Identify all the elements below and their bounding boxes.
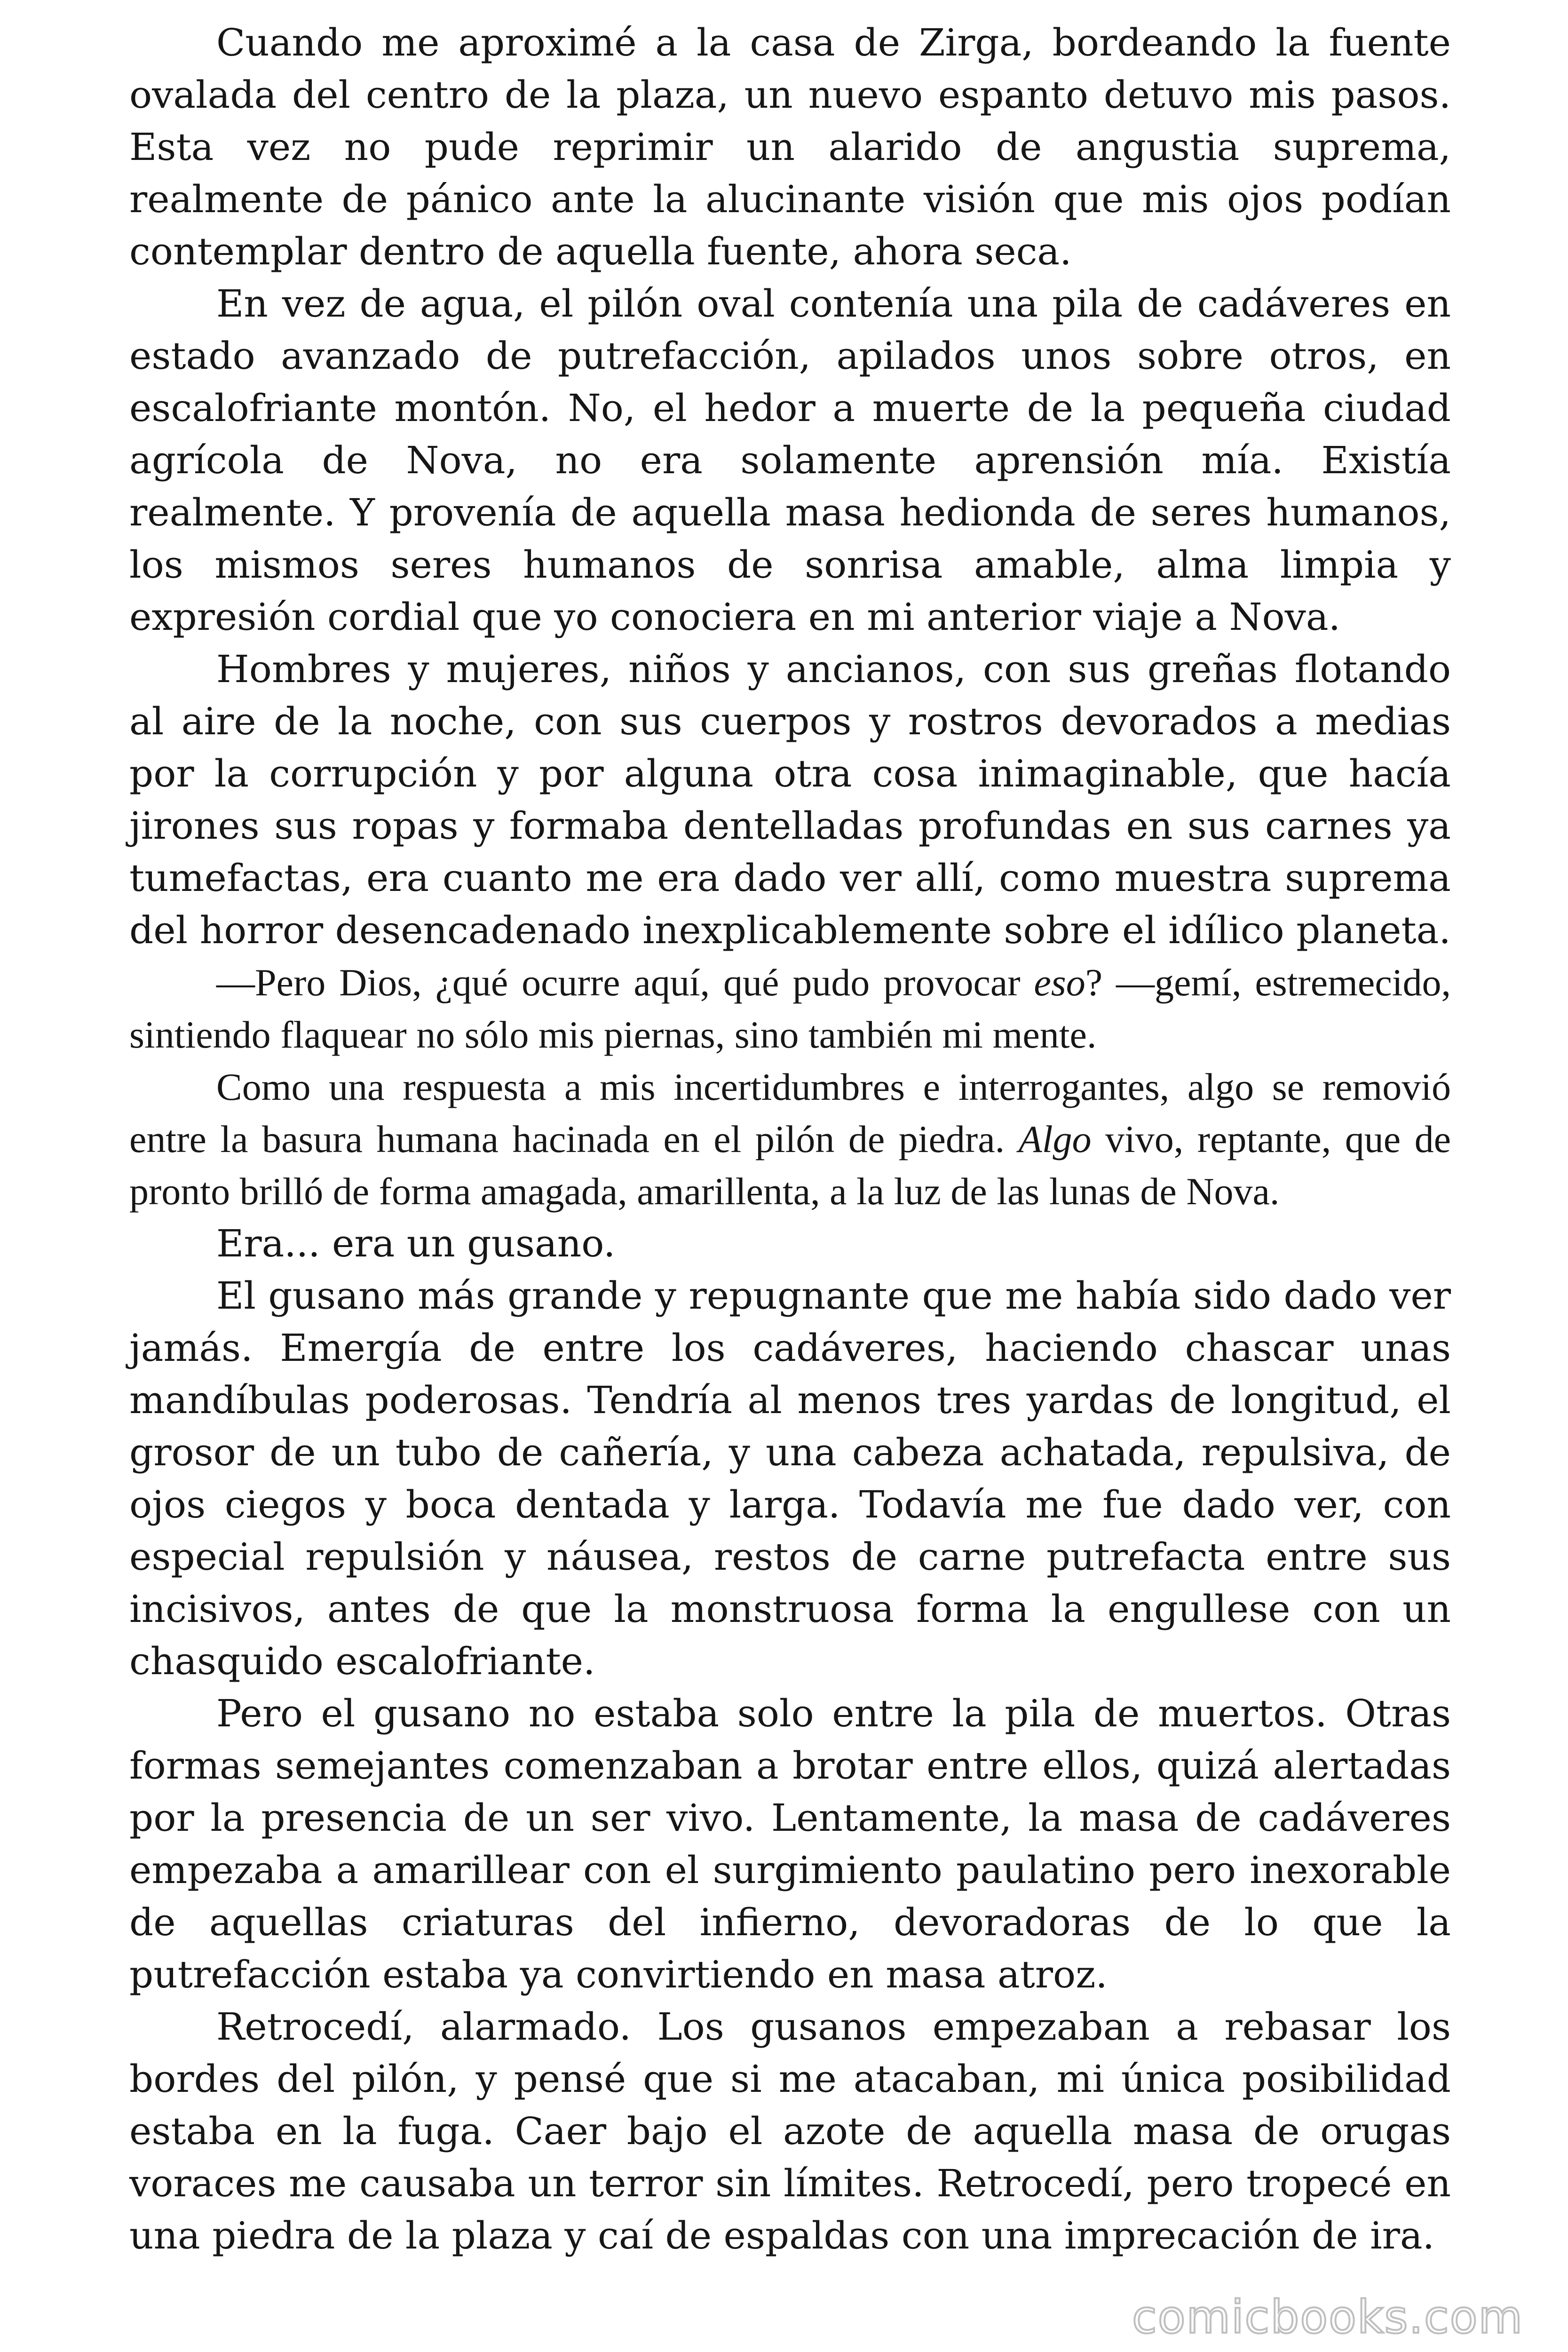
paragraph-4-text-end: ? —gemí, estremecido, sintiendo flaquear no sólo mis piernas, sino también mi mente.	[129, 961, 1451, 1056]
paragraph-5-italic: Algo	[1018, 1118, 1092, 1160]
paragraph-5-text-end: vivo, reptante, que de pronto brilló de forma amagada, amarillenta, a la luz de las lunas de Nova.	[129, 1118, 1451, 1213]
paragraph-5-text-start: Como una respuesta a mis incertidumbres e interrogantes, algo se removió entre la basura humana hacinada en el pilón de piedra.	[129, 1065, 1451, 1160]
paragraph-2: En vez de agua, el pilón oval contenía una pila de cadáveres en estado avanzado de putrefacción, apilados unos sobre otros, en escalofriante montón. No, el hedor a muerte de la pequeña ciudad agrícola de Nova, no era solamente aprensión mía. Existía realmente. Y provenía de aquella masa hedionda de seres humanos, los mismos seres humanos de sonrisa amable, alma limpia y expresión cordial que yo conociera en mi anterior viaje a Nova.	[129, 282, 1451, 639]
paragraph-7: El gusano más grande y repugnante que me había sido dado ver jamás. Emergía de entre los cadáveres, haciendo chascar unas mandíbulas poderosas. Tendría al menos tres yardas de longitud, el grosor de un tubo de cañería, y una cabeza achatada, repulsiva, de ojos ciegos y boca dentada y larga. Todavía me fue dado ver, con especial repulsión y náusea, restos de carne putrefacta entre sus incisivos, antes de que la monstruosa forma la engullese con un chasquido escalofriante.	[129, 1274, 1451, 1683]
paragraph-1: Cuando me aproximé a la casa de Zirga, bordeando la fuente ovalada del centro de la plaza, un nuevo espanto detuvo mis pasos. Esta vez no pude reprimir un alarido de angustia suprema, realmente de pánico ante la alucinante visión que mis ojos podían contemplar dentro de aquella fuente, ahora seca.	[129, 21, 1451, 273]
paragraph-9: Retrocedí, alarmado. Los gusanos empezaban a rebasar los bordes del pilón, y pensé que si me atacaban, mi única posibilidad estaba en la fuga. Caer bajo el azote de aquella masa de orugas voraces me causaba un terror sin límites. Retrocedí, pero tropecé en una piedra de la plaza y caí de espaldas con una imprecación de ira.	[129, 2005, 1451, 2257]
paragraph-5	[129, 1061, 1451, 1217]
paragraph-4	[129, 956, 1451, 1061]
paragraph-8: Pero el gusano no estaba solo entre la pila de muertos. Otras formas semejantes comenzaban a brotar entre ellos, quizá alertadas por la presencia de un ser vivo. Lentamente, la masa de cadáveres empezaba a amarillear con el surgimiento paulatino pero inexorable de aquellas criaturas del infierno, devoradoras de lo que la putrefacción estaba ya convirtiendo en masa atroz.	[129, 1692, 1451, 1996]
watermark: comicbooks.com	[1132, 2291, 1523, 2344]
paragraph-3: Hombres y mujeres, niños y ancianos, con sus greñas flotando al aire de la noche, con sus cuerpos y rostros devorados a medias por la corrupción y por alguna otra cosa inimaginable, que hacía jirones sus ropas y formaba dentelladas profundas en sus carnes ya tumefactas, era cuanto me era dado ver allí, como muestra suprema del horror desencadenado inexplicablemente sobre el idílico planeta.	[129, 647, 1451, 952]
paragraph-4-italic: eso	[1034, 961, 1085, 1004]
paragraph-4-text-start: —Pero Dios, ¿qué ocurre aquí, qué pudo provocar	[216, 961, 1034, 1004]
book-page	[129, 16, 1451, 2262]
paragraph-6: Era... era un gusano.	[216, 1222, 616, 1265]
